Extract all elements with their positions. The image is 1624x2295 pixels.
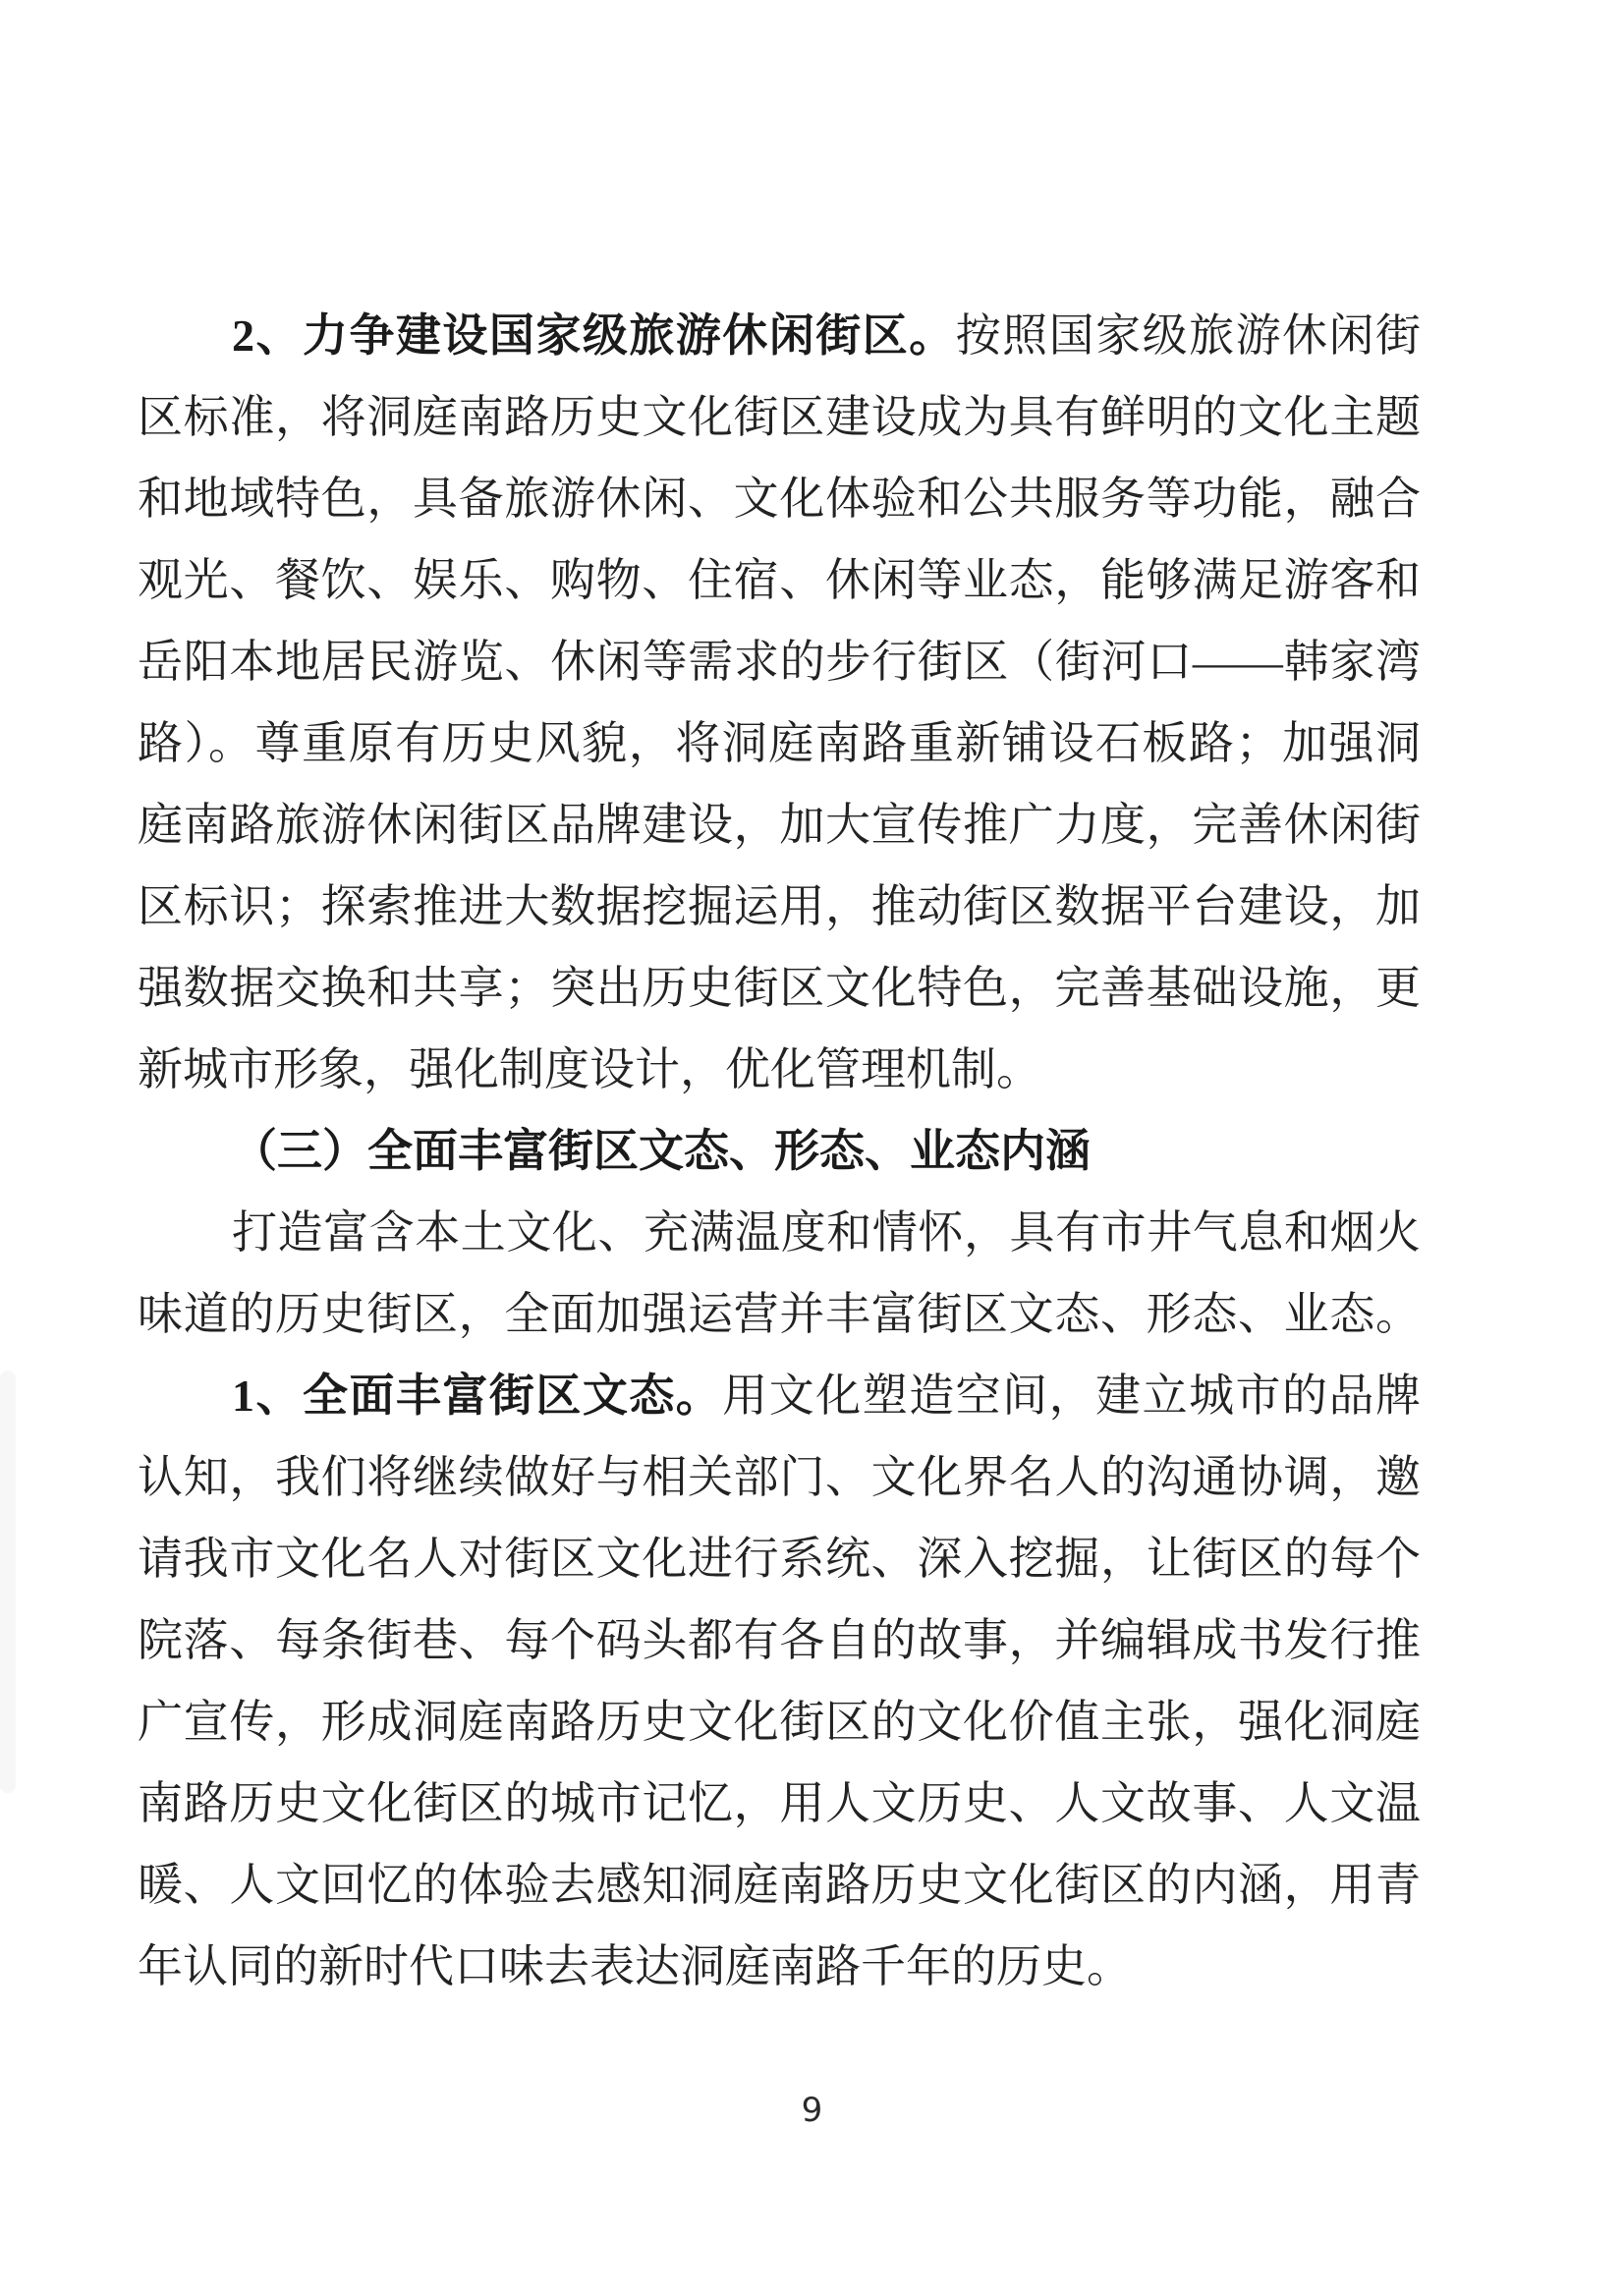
text-line: 观光、餐饮、娱乐、购物、住宿、休闲等业态，能够满足游客和 [138,555,1421,605]
text-line: 味道的历史街区，全面加强运营并丰富街区文态、形态、业态。 [138,1289,1421,1339]
text-line: 院落、每条街巷、每个码头都有各自的故事，并编辑成书发行推 [138,1615,1421,1665]
paragraph-2-first-line [138,295,1421,376]
text-line: 请我市文化名人对街区文化进行系统、深入挖掘，让街区的每个 [138,1534,1421,1584]
document-body [138,295,1421,2007]
text-line: 路）。尊重原有历史风貌，将洞庭南路重新铺设石板路；加强洞 [138,718,1421,768]
text-line: 区标识；探索推进大数据挖掘运用，推动街区数据平台建设，加 [138,881,1421,931]
text-line: 暖、人文回忆的体验去感知洞庭南路历史文化街区的内涵，用青 [138,1860,1421,1910]
text-line: 庭南路旅游休闲街区品牌建设，加大宣传推广力度，完善休闲街 [138,800,1421,850]
text-line: 南路历史文化街区的城市记忆，用人文历史、人文故事、人文温 [138,1778,1421,1828]
text-line: 岳阳本地居民游览、休闲等需求的步行街区（街河口——韩家湾 [138,637,1421,687]
text-line: 年认同的新时代口味去表达洞庭南路千年的历史。 [138,1941,1132,1991]
page-number: 9 [801,2091,823,2130]
text-line: 强数据交换和共享；突出历史街区文化特色，完善基础设施，更 [138,963,1421,1013]
line-text: 用文化塑造空间，建立城市的品牌 [722,1371,1421,1421]
paragraph-1-first-line [138,1355,1421,1436]
section-3-heading: （三）全面丰富街区文态、形态、业态内涵 [232,1126,1091,1176]
paragraph-2-number-heading: 2、力争建设国家级旅游休闲街区。 [232,310,956,361]
paragraph-1-number-heading: 1、全面丰富街区文态。 [232,1371,723,1421]
text-line: 新城市形象，强化制度设计，优化管理机制。 [138,1044,1041,1094]
line-text: 按照国家级旅游休闲街 [955,310,1421,361]
text-line: 广宣传，形成洞庭南路历史文化街区的文化价值主张，强化洞庭 [138,1697,1421,1747]
scan-artifact [0,1371,16,1793]
text-line: 区标准，将洞庭南路历史文化街区建设成为具有鲜明的文化主题 [138,392,1421,442]
text-line: 认知，我们将继续做好与相关部门、文化界名人的沟通协调，邀 [138,1452,1421,1502]
text-line: 和地域特色，具备旅游休闲、文化体验和公共服务等功能，融合 [138,474,1421,524]
text-line: 打造富含本土文化、充满温度和情怀，具有市井气息和烟火 [232,1207,1421,1258]
